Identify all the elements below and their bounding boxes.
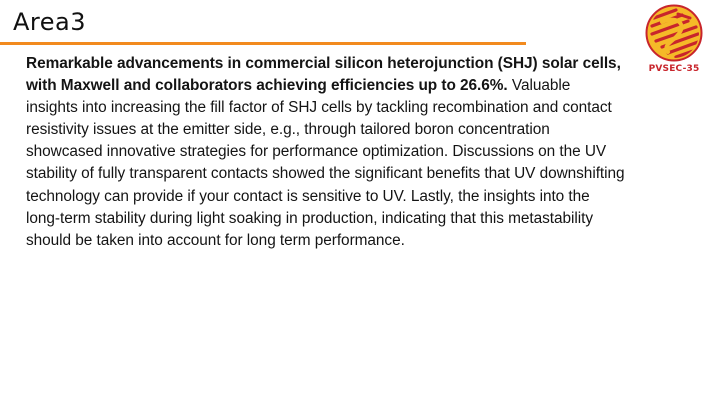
title-underline bbox=[0, 42, 526, 45]
slide-title: Area3 bbox=[13, 8, 86, 36]
body-bold-lead: Remarkable advancements in commercial silicon heterojunction (SHJ) solar cells, with Maxwell and collaborators achieving efficiencies up to 26.6%. bbox=[26, 55, 621, 95]
body-paragraph bbox=[26, 53, 626, 252]
logo-label: PVSEC-35 bbox=[648, 64, 700, 74]
body-text: Valuable insights into increasing the fill factor of SHJ cells by tackling recombination and contact resistivity issues at the emitter side, e.g., through tailored boron concentration showcased innovative strategies for performance optimization. Discussions on the UV stability of fully transparent contacts showed the significant benefits that UV downshifting technology can provide if your contact is sensitive to UV. Lastly, the insights into the long-term stability during light soaking in production, indicating that this metastability should be taken into account for long term performance. bbox=[26, 77, 625, 249]
